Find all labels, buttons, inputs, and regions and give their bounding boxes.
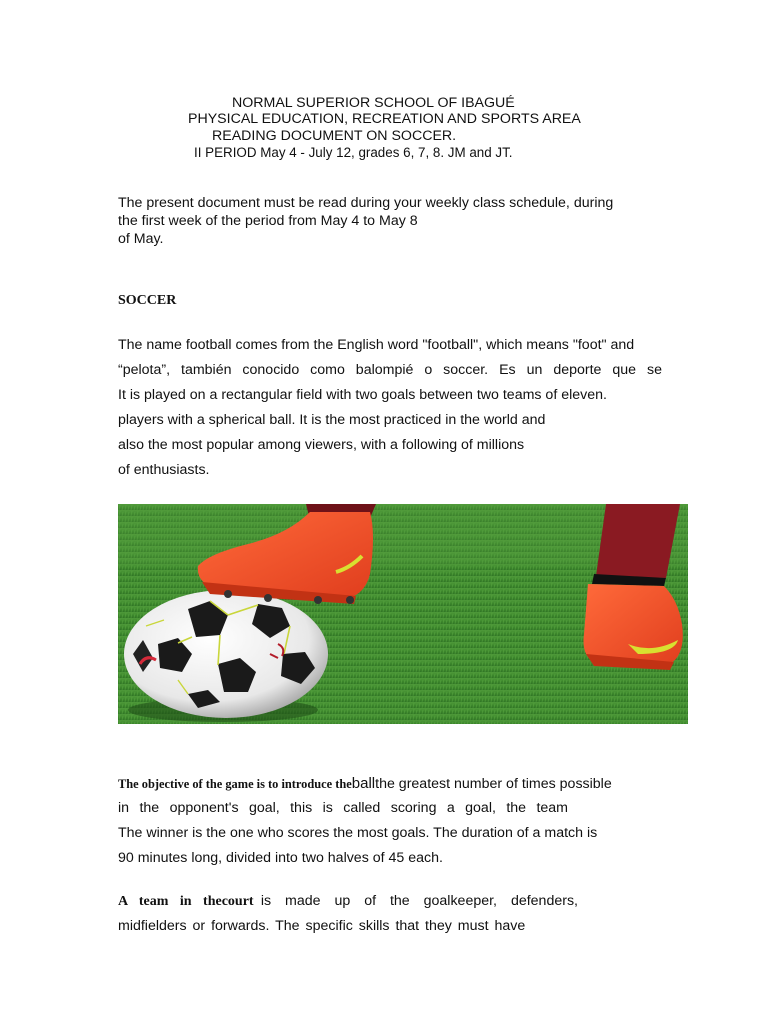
paragraph-1-line-6: of enthusiasts. — [118, 462, 210, 478]
paragraph-3-line-2: midfielders or forwards. The specific skills that they must have — [118, 918, 526, 934]
ball-graphic — [124, 590, 328, 718]
paragraph-1-line-2: “pelota”, también conocido como balompié o soccer. Es un deporte que se — [118, 362, 662, 378]
paragraph-2-bold-lead: The objective of the game is to introduce the — [118, 777, 352, 791]
soccer-ball-photo — [118, 504, 688, 724]
paragraph-2-line-3: The winner is the one who scores the most goals. The duration of a match is — [118, 825, 598, 841]
paragraph-1-line-5: also the most popular among viewers, with a following of millions — [118, 437, 525, 453]
paragraph-1-line-1: The name football comes from the English word "football", which means "foot" and — [118, 337, 635, 353]
header-period: II PERIOD May 4 - July 12, grades 6, 7, 8. JM and JT. — [194, 145, 513, 160]
paragraph-3-line-1 — [118, 889, 578, 914]
paragraph-2-line-1 — [118, 771, 612, 797]
header-document-title: READING DOCUMENT ON SOCCER. — [212, 128, 457, 144]
paragraph-2-line-1-rest: the greatest number of times possible — [375, 776, 612, 792]
paragraph-3-bold-lead: A team in thecourt — [118, 894, 254, 909]
section-title: SOCCER — [118, 293, 177, 308]
right-boot-graphic — [584, 584, 683, 670]
header-area-name: PHYSICAL EDUCATION, RECREATION AND SPORTS AREA — [188, 111, 581, 127]
paragraph-2-line-2: in the opponent's goal, this is called scoring a goal, the team — [118, 800, 568, 816]
header-school-name: NORMAL SUPERIOR SCHOOL OF IBAGUÉ — [232, 95, 515, 111]
paragraph-3-line-1-rest: is made up of the goalkeeper, defenders, — [260, 893, 578, 909]
intro-line-3: of May. — [118, 231, 164, 247]
paragraph-1-line-4: players with a spherical ball. It is the most practiced in the world and — [118, 412, 546, 428]
paragraph-1-line-3: It is played on a rectangular field with two goals between two teams of eleven. — [118, 387, 607, 403]
intro-line-2: the first week of the period from May 4 to May 8 — [118, 213, 418, 229]
intro-line-1: The present document must be read during your weekly class schedule, during — [118, 195, 614, 211]
paragraph-2-lead-word: ball — [351, 775, 376, 792]
paragraph-2-line-4: 90 minutes long, divided into two halves of 45 each. — [118, 850, 443, 866]
